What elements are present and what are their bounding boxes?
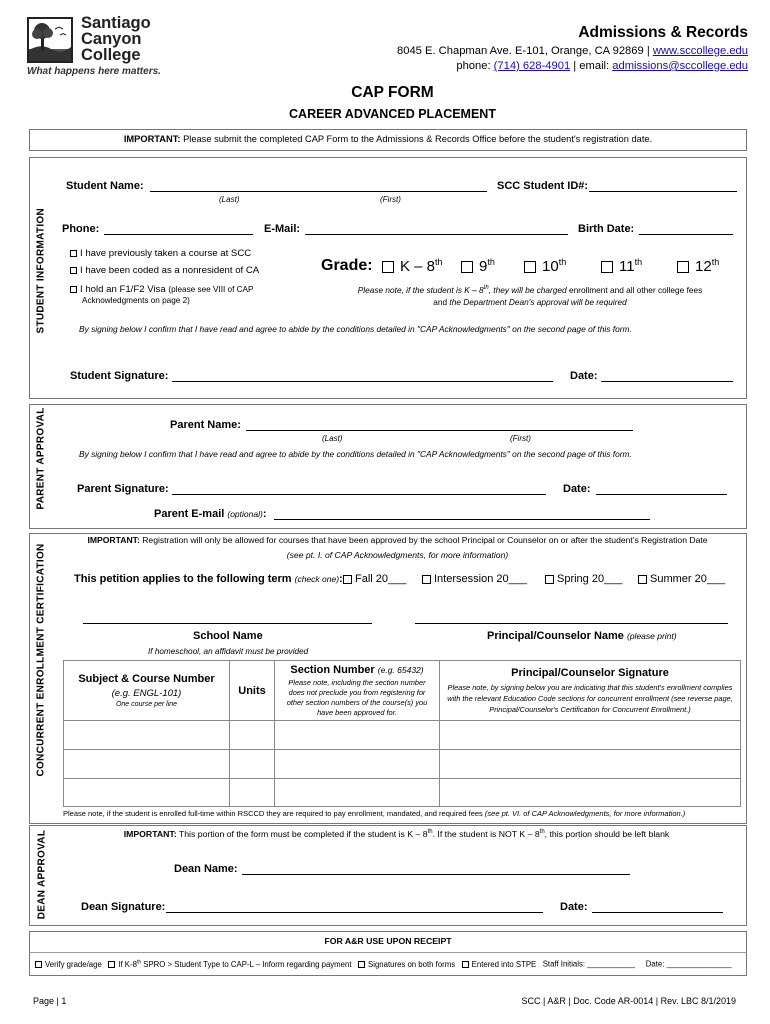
concurrent-important-ref: (see pt. I. of CAP Acknowledgments, for more information) xyxy=(286,550,509,560)
student-section xyxy=(29,157,747,399)
office-title: Admissions & Records xyxy=(578,24,748,41)
principal-name-label: Principal/Counselor Name (please print) xyxy=(487,630,677,642)
concurrent-section-label: CONCURRENT ENROLLMENT CERTIFICATION xyxy=(35,543,47,777)
check-stpe[interactable]: Entered into STPE xyxy=(462,960,537,969)
checkbox-icon[interactable] xyxy=(70,250,77,257)
dean-name-field[interactable] xyxy=(242,874,630,875)
dean-date-label: Date: xyxy=(560,901,588,913)
grade-option-10[interactable]: 10th xyxy=(524,257,566,275)
checkbox-visa[interactable]: I hold an F1/F2 Visa (please see VIII of CAP xyxy=(70,284,253,295)
student-signature-field[interactable] xyxy=(172,381,553,382)
logo-line-2: Canyon xyxy=(81,30,142,48)
office-use-title: FOR A&R USE UPON RECEIPT xyxy=(324,936,452,946)
table-row[interactable] xyxy=(64,721,741,750)
last-hint: (Last) xyxy=(219,195,240,204)
email-field-label: E-Mail: xyxy=(264,223,301,235)
tagline: What happens here matters. xyxy=(27,66,161,77)
checkbox-icon[interactable] xyxy=(601,261,613,273)
check-verify-grade[interactable]: Verify grade/age xyxy=(35,960,102,969)
office-address: 8045 E. Chapman Ave. E-101, Orange, CA 92869 | xyxy=(397,45,650,57)
term-question: This petition applies to the following term (check one): xyxy=(74,573,343,585)
col-section-header: Section Number (e.g. 65432) Please note, including the section number does not preclude you from registering for other section numbers of the course(s) you have been approved for. xyxy=(275,661,440,721)
check-spro[interactable]: If K-8th SPRO > Student Type to CAP-L – Inform regarding payment xyxy=(108,960,351,969)
dean-signature-field[interactable] xyxy=(166,912,543,913)
checkbox-icon[interactable] xyxy=(524,261,536,273)
checkbox-icon[interactable] xyxy=(461,261,473,273)
office-contact-line xyxy=(456,60,748,72)
visa-note-line2: Acknowledgments on page 2) xyxy=(82,296,190,305)
doc-code: SCC | A&R | Doc. Code AR-0014 | Rev. LBC 8/1/2019 xyxy=(521,996,736,1006)
important-label: IMPORTANT: xyxy=(123,134,181,144)
checkbox-icon[interactable] xyxy=(545,575,554,584)
student-date-label: Date: xyxy=(570,370,598,382)
checkbox-icon[interactable] xyxy=(422,575,431,584)
page-number: Page | 1 xyxy=(33,996,67,1006)
parent-section xyxy=(29,404,747,529)
parent-date-field[interactable] xyxy=(596,494,727,495)
important-notice xyxy=(29,129,747,151)
tree-icon xyxy=(29,19,71,61)
dean-date-field[interactable] xyxy=(592,912,723,913)
grade-note: Please note, if the student is K – 8th, they will be charged enrollment and all other college fees and the Department Dean's approval will be required xyxy=(357,284,703,307)
phone-field[interactable] xyxy=(104,234,253,235)
grade-option-12[interactable]: 12th xyxy=(677,257,719,275)
term-intersession[interactable]: Intersession 20___ xyxy=(422,573,527,585)
staff-initials[interactable]: Staff Initials: ___________ xyxy=(542,959,635,969)
parent-date-label: Date: xyxy=(563,483,591,495)
checkbox-icon[interactable] xyxy=(70,286,77,293)
form-subtitle: CAREER ADVANCED PLACEMENT xyxy=(289,107,496,121)
checkbox-icon[interactable] xyxy=(638,575,647,584)
dean-name-label: Dean Name: xyxy=(174,863,238,875)
dean-signature-label: Dean Signature: xyxy=(81,901,166,913)
term-summer[interactable]: Summer 20___ xyxy=(638,573,725,585)
col-units-header: Units xyxy=(230,661,275,721)
email-field[interactable] xyxy=(305,234,568,235)
grade-option-9[interactable]: 9th xyxy=(461,257,495,275)
student-agreement: By signing below I confirm that I have read and agree to abide by the conditions detailed in "CAP Acknowledgments" on the second page of this form. xyxy=(79,324,632,334)
term-spring[interactable]: Spring 20___ xyxy=(545,573,622,585)
col-signature-header: Principal/Counselor Signature Please note, by signing below you are indicating that this student's enrollment complies with the relevant Education Code sections for concurrent enrollment (see reverse page, Principal/Counselor's Certification for Concurrent Enrollment.) xyxy=(440,661,741,721)
parent-email-field[interactable] xyxy=(274,519,650,520)
logo-line-3: College xyxy=(81,46,141,64)
dean-section-label: DEAN APPROVAL xyxy=(36,829,48,920)
first-hint: (First) xyxy=(380,195,401,204)
checkbox-icon[interactable] xyxy=(343,575,352,584)
student-name-label: Student Name: xyxy=(66,180,144,192)
table-row[interactable] xyxy=(64,779,741,807)
dean-important: IMPORTANT: This portion of the form must be completed if the student is K – 8th. If the student is NOT K – 8th, this portion should be left blank xyxy=(123,829,670,839)
concurrent-important: IMPORTANT: Registration will only be allowed for courses that have been approved by the school Principal or Counselor on or after the student's Registration Date xyxy=(87,535,708,545)
phone-link[interactable]: (714) 628-4901 xyxy=(493,60,571,72)
parent-last-hint: (Last) xyxy=(322,434,343,443)
fee-note: Please note, if the student is enrolled full-time within RSCCD they are required to pay enrollment, mandated, and required fees (see pt. VI. of CAP Acknowledgments, for more information.) xyxy=(63,809,686,818)
school-name-label: School Name xyxy=(193,630,263,642)
checkbox-icon[interactable] xyxy=(382,261,394,273)
student-date-field[interactable] xyxy=(601,381,733,382)
student-name-field[interactable] xyxy=(150,191,487,192)
grade-label: Grade: xyxy=(321,257,373,274)
check-signatures[interactable]: Signatures on both forms xyxy=(358,960,455,969)
form-title: CAP FORM xyxy=(351,84,434,101)
parent-signature-field[interactable] xyxy=(172,494,546,495)
grade-option-k8[interactable]: K – 8th xyxy=(382,257,443,275)
term-fall[interactable]: Fall 20___ xyxy=(343,573,406,585)
parent-name-label: Parent Name: xyxy=(170,419,241,431)
student-signature-label: Student Signature: xyxy=(70,370,169,382)
parent-email-label: Parent E-mail (optional): xyxy=(154,508,267,520)
checkbox-prev-course[interactable]: I have previously taken a course at SCC xyxy=(70,248,251,259)
student-id-label: SCC Student ID#: xyxy=(497,180,589,192)
phone-field-label: Phone: xyxy=(62,223,100,235)
office-date[interactable]: Date: _______________ xyxy=(645,959,732,969)
table-header-row xyxy=(64,661,741,721)
important-text: Please submit the completed CAP Form to the Admissions & Records Office before the student's registration date. xyxy=(183,134,653,144)
course-table xyxy=(63,660,741,807)
student-id-field[interactable] xyxy=(589,191,737,192)
parent-agreement: By signing below I confirm that I have read and agree to abide by the conditions detailed in "CAP Acknowledgments" on the second page of this form. xyxy=(79,449,632,459)
parent-first-hint: (First) xyxy=(510,434,531,443)
checkbox-icon[interactable] xyxy=(677,261,689,273)
logo-emblem xyxy=(27,17,73,63)
parent-name-field[interactable] xyxy=(246,430,633,431)
birth-date-label: Birth Date: xyxy=(578,223,635,235)
school-name-field[interactable] xyxy=(83,623,372,624)
office-address-line xyxy=(397,45,748,57)
email-link[interactable]: admissions@sccollege.edu xyxy=(612,60,748,72)
parent-signature-label: Parent Signature: xyxy=(77,483,169,495)
col-subject-header: Subject & Course Number (e.g. ENGL-101) One course per line xyxy=(64,661,230,721)
homeschool-note: If homeschool, an affidavit must be provided xyxy=(148,647,309,656)
checkbox-icon[interactable] xyxy=(70,267,77,274)
checkbox-nonresident[interactable]: I have been coded as a nonresident of CA xyxy=(70,265,259,276)
grade-option-11[interactable]: 11th xyxy=(601,257,642,275)
birth-date-field[interactable] xyxy=(639,234,733,235)
email-label: | email: xyxy=(573,60,610,72)
phone-label: phone: xyxy=(456,60,491,72)
logo-line-1: Santiago xyxy=(81,14,151,32)
student-section-label: STUDENT INFORMATION xyxy=(35,207,47,334)
office-use-checklist xyxy=(35,959,732,969)
table-row[interactable] xyxy=(64,750,741,779)
website-link[interactable]: www.sccollege.edu xyxy=(652,45,748,57)
parent-section-label: PARENT APPROVAL xyxy=(35,407,47,510)
principal-name-field[interactable] xyxy=(415,623,728,624)
